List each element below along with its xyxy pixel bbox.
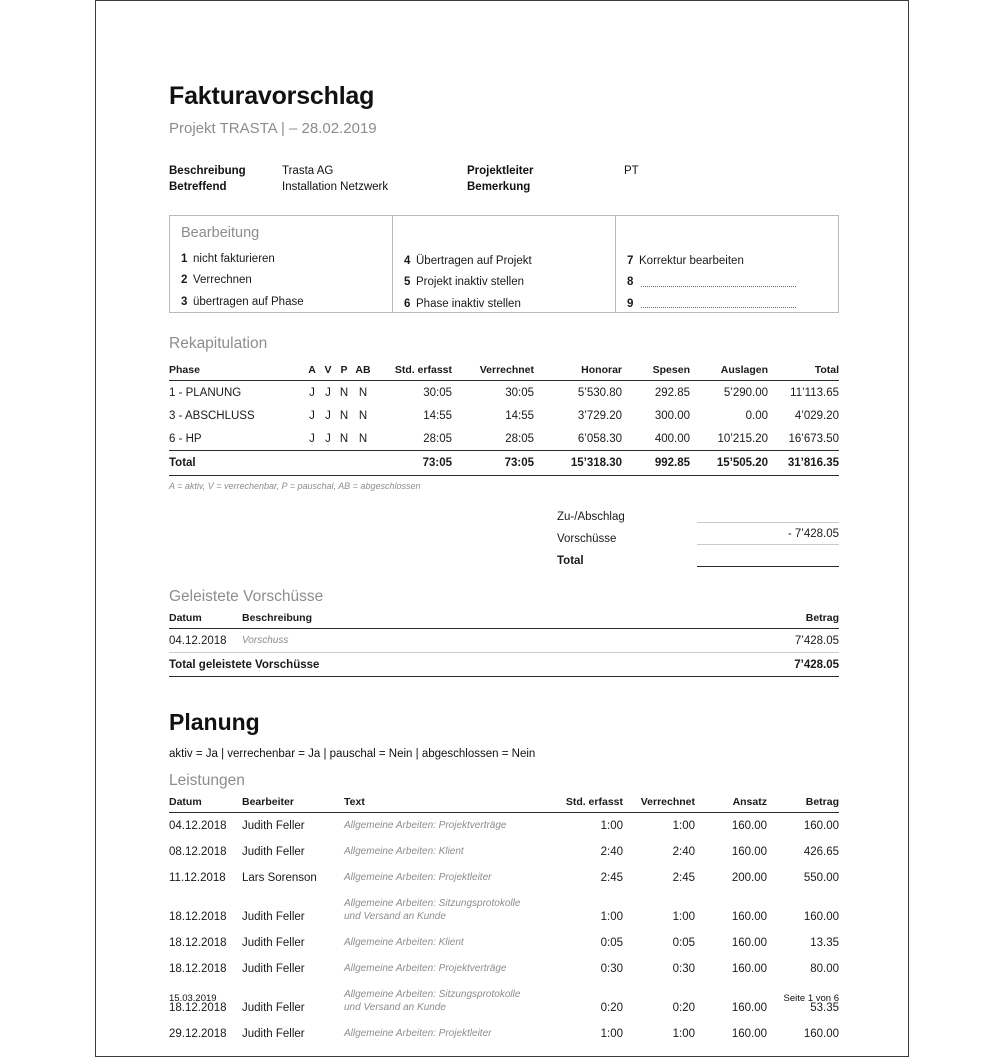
cell-phase: Total bbox=[169, 451, 304, 476]
cell-honorar: 5’530.80 bbox=[577, 386, 622, 399]
blank-line[interactable] bbox=[641, 277, 796, 287]
cell-ansatz: 160.00 bbox=[731, 1001, 767, 1014]
rekapitulation-heading: Rekapitulation bbox=[169, 334, 268, 352]
meta-row bbox=[169, 181, 839, 197]
cell-bearbeiter: Judith Feller bbox=[242, 910, 305, 923]
cell-datum: 18.12.2018 bbox=[169, 936, 227, 949]
footer-page-number: Seite 1 von 6 bbox=[783, 993, 839, 1004]
cell-verrechnet: 28:05 bbox=[505, 432, 534, 445]
cell-std-erfasst: 0:20 bbox=[600, 1001, 623, 1014]
cell-std-erfasst: 28:05 bbox=[423, 432, 452, 445]
cell-ab bbox=[352, 451, 374, 476]
cell-phase: 6 - HP bbox=[169, 432, 202, 445]
label-beschreibung: Beschreibung bbox=[169, 164, 246, 177]
label-total: Total bbox=[557, 555, 584, 568]
cell-total: 11’113.65 bbox=[790, 386, 839, 399]
cell-datum: 08.12.2018 bbox=[169, 845, 227, 858]
table-total-row bbox=[169, 451, 839, 476]
col-std-erfasst: Std. erfasst bbox=[549, 796, 623, 813]
table-row bbox=[169, 1021, 839, 1047]
col-a: A bbox=[304, 364, 320, 381]
bearbeitung-option[interactable] bbox=[404, 272, 615, 294]
cell-auslagen: 5’290.00 bbox=[723, 386, 768, 399]
label-vorschuesse: Vorschüsse bbox=[557, 533, 617, 546]
cell-text: Allgemeine Arbeiten: Projektverträge bbox=[344, 962, 507, 974]
option-label: Verrechnen bbox=[193, 274, 252, 287]
cell-verrechnet: 1:00 bbox=[672, 1027, 695, 1040]
table-row bbox=[169, 628, 839, 652]
cell-std-erfasst: 1:00 bbox=[600, 1027, 623, 1040]
bearbeitung-option[interactable] bbox=[627, 294, 838, 316]
footer-date: 15.03.2019 bbox=[169, 993, 217, 1004]
column-spacer bbox=[627, 225, 838, 251]
cell-v: J bbox=[325, 386, 331, 399]
totals-block bbox=[557, 501, 839, 567]
cell-auslagen: 10’215.20 bbox=[717, 432, 768, 445]
cell-p: N bbox=[339, 409, 349, 422]
bearbeitung-option[interactable] bbox=[627, 272, 838, 294]
cell-datum: 04.12.2018 bbox=[169, 628, 242, 652]
cell-std-erfasst: 2:45 bbox=[600, 871, 623, 884]
col-datum: Datum bbox=[169, 612, 242, 629]
cell-auslagen: 15’505.20 bbox=[690, 451, 768, 476]
option-number: 4 bbox=[404, 254, 411, 267]
col-ab: AB bbox=[352, 364, 374, 381]
totals-row-vorschuesse bbox=[557, 523, 839, 545]
cell-v bbox=[320, 451, 336, 476]
cell-honorar: 3’729.20 bbox=[577, 409, 622, 422]
cell-beschreibung: Vorschuss bbox=[242, 628, 739, 652]
cell-auslagen: 0.00 bbox=[745, 409, 768, 422]
planung-heading: Planung bbox=[169, 708, 260, 735]
cell-ansatz: 160.00 bbox=[731, 819, 767, 832]
option-number: 6 bbox=[404, 297, 411, 310]
col-datum: Datum bbox=[169, 796, 242, 813]
cell-total: 4’029.20 bbox=[794, 409, 839, 422]
table-header-row bbox=[169, 796, 839, 813]
col-phase: Phase bbox=[169, 364, 304, 381]
cell-std-erfasst: 1:00 bbox=[600, 819, 623, 832]
cell-std-erfasst: 2:40 bbox=[600, 845, 623, 858]
cell-text: Allgemeine Arbeiten: Sitzungsprotokolle und Versand an Kunde bbox=[344, 988, 521, 1014]
option-number: 9 bbox=[627, 297, 634, 310]
col-verrechnet: Verrechnet bbox=[452, 364, 534, 381]
cell-spesen: 300.00 bbox=[654, 409, 690, 422]
table-row bbox=[169, 427, 839, 451]
table-row bbox=[169, 956, 839, 982]
cell-verrechnet: 2:40 bbox=[672, 845, 695, 858]
col-text: Text bbox=[344, 796, 549, 813]
cell-p: N bbox=[339, 386, 349, 399]
col-verrechnet: Verrechnet bbox=[623, 796, 695, 813]
bearbeitung-title: Bearbeitung bbox=[181, 224, 260, 241]
value-betreffend: Installation Netzwerk bbox=[282, 180, 389, 193]
table-row bbox=[169, 381, 839, 405]
meta-row bbox=[169, 165, 839, 181]
cell-verrechnet: 30:05 bbox=[505, 386, 534, 399]
bearbeitung-option[interactable] bbox=[181, 270, 392, 292]
label-bemerkung: Bemerkung bbox=[467, 180, 531, 193]
bearbeitung-option[interactable] bbox=[404, 251, 615, 273]
cell-phase: 3 - ABSCHLUSS bbox=[169, 409, 255, 422]
cell-a: J bbox=[309, 386, 315, 399]
cell-bearbeiter: Judith Feller bbox=[242, 845, 305, 858]
cell-ab: N bbox=[358, 409, 368, 422]
page-footer bbox=[169, 993, 839, 1004]
cell-ansatz: 160.00 bbox=[731, 1027, 767, 1040]
cell-betrag: 53.35 bbox=[810, 1001, 839, 1014]
page-subtitle: Projekt TRASTA | – 28.02.2019 bbox=[169, 120, 377, 137]
cell-verrechnet: 0:30 bbox=[672, 962, 695, 975]
col-beschreibung: Beschreibung bbox=[242, 612, 739, 629]
bearbeitung-column-1 bbox=[170, 216, 392, 312]
value-vorschuesse-total: 7’428.05 bbox=[739, 652, 839, 676]
col-v: V bbox=[320, 364, 336, 381]
cell-betrag: 13.35 bbox=[810, 936, 839, 949]
option-number: 8 bbox=[627, 276, 634, 288]
option-number: 1 bbox=[181, 252, 188, 265]
table-row bbox=[169, 404, 839, 427]
option-number: 3 bbox=[181, 295, 188, 308]
label-betreffend: Betreffend bbox=[169, 180, 227, 193]
cell-verrechnet: 1:00 bbox=[672, 910, 695, 923]
cell-a: J bbox=[309, 432, 315, 445]
cell-std-erfasst: 0:30 bbox=[600, 962, 623, 975]
bearbeitung-column-2 bbox=[392, 216, 615, 312]
cell-a: J bbox=[309, 409, 315, 422]
cell-datum: 18.12.2018 bbox=[169, 962, 227, 975]
cell-datum: 11.12.2018 bbox=[169, 871, 226, 884]
cell-total: 31’816.35 bbox=[768, 451, 839, 476]
table-header-row bbox=[169, 364, 839, 381]
leistungen-table bbox=[169, 796, 839, 1047]
cell-a bbox=[304, 451, 320, 476]
bearbeitung-option[interactable] bbox=[627, 251, 838, 273]
cell-bearbeiter: Judith Feller bbox=[242, 936, 305, 949]
option-label: Phase inaktiv stellen bbox=[416, 297, 521, 310]
page-content bbox=[169, 1, 839, 1047]
cell-datum: 18.12.2018 bbox=[169, 910, 227, 923]
cell-betrag: 80.00 bbox=[810, 962, 839, 975]
option-number: 2 bbox=[181, 274, 188, 287]
cell-datum: 04.12.2018 bbox=[169, 819, 227, 832]
table-row bbox=[169, 812, 839, 839]
leistungen-heading: Leistungen bbox=[169, 772, 245, 790]
col-honorar: Honorar bbox=[534, 364, 622, 381]
cell-datum: 18.12.2018 bbox=[169, 1001, 227, 1014]
col-betrag: Betrag bbox=[739, 612, 839, 629]
option-number: 7 bbox=[627, 254, 634, 267]
value-total bbox=[697, 550, 839, 567]
cell-honorar: 6’058.30 bbox=[577, 432, 622, 445]
cell-std-erfasst: 73:05 bbox=[374, 451, 452, 476]
col-p: P bbox=[336, 364, 352, 381]
cell-ansatz: 160.00 bbox=[731, 962, 767, 975]
table-row bbox=[169, 891, 839, 930]
cell-spesen: 400.00 bbox=[654, 432, 690, 445]
vorschuesse-heading: Geleistete Vorschüsse bbox=[169, 588, 324, 606]
document-page bbox=[95, 0, 909, 1057]
cell-betrag: 160.00 bbox=[803, 1027, 839, 1040]
col-ansatz: Ansatz bbox=[695, 796, 767, 813]
cell-p bbox=[336, 451, 352, 476]
table-row bbox=[169, 865, 839, 891]
cell-datum: 29.12.2018 bbox=[169, 1027, 227, 1040]
vorschuesse-table bbox=[169, 612, 839, 677]
cell-v: J bbox=[325, 432, 331, 445]
cell-ab: N bbox=[358, 386, 368, 399]
value-projektleiter: PT bbox=[624, 164, 639, 177]
value-zuabschlag bbox=[697, 506, 839, 523]
cell-betrag: 7’428.05 bbox=[739, 628, 839, 652]
bearbeitung-option[interactable] bbox=[181, 292, 392, 314]
cell-verrechnet: 0:05 bbox=[672, 936, 695, 949]
option-label: nicht fakturieren bbox=[193, 252, 275, 265]
label-projektleiter: Projektleiter bbox=[467, 164, 534, 177]
blank-line[interactable] bbox=[641, 298, 796, 308]
col-auslagen: Auslagen bbox=[690, 364, 768, 381]
cell-std-erfasst: 0:05 bbox=[600, 936, 623, 949]
cell-ansatz: 200.00 bbox=[731, 871, 767, 884]
totals-row-total bbox=[557, 545, 839, 567]
col-betrag: Betrag bbox=[767, 796, 839, 813]
rekapitulation-table bbox=[169, 364, 839, 476]
cell-betrag: 160.00 bbox=[803, 910, 839, 923]
cell-ansatz: 160.00 bbox=[731, 910, 767, 923]
cell-bearbeiter: Lars Sorenson bbox=[242, 871, 317, 884]
option-label: Übertragen auf Projekt bbox=[416, 254, 532, 267]
bearbeitung-column-3 bbox=[615, 216, 838, 312]
cell-text: Allgemeine Arbeiten: Projektleiter bbox=[344, 871, 492, 883]
cell-ansatz: 160.00 bbox=[731, 936, 767, 949]
value-beschreibung: Trasta AG bbox=[282, 164, 334, 177]
cell-bearbeiter: Judith Feller bbox=[242, 819, 305, 832]
bearbeitung-option[interactable] bbox=[181, 249, 392, 271]
meta-block bbox=[169, 165, 839, 199]
totals-row-zuabschlag bbox=[557, 501, 839, 523]
value-vorschuesse: - 7’428.05 bbox=[697, 528, 839, 545]
label-vorschuesse-total: Total geleistete Vorschüsse bbox=[169, 652, 739, 676]
cell-verrechnet: 1:00 bbox=[672, 819, 695, 832]
table-legend: A = aktiv, V = verrechenbar, P = pauschal, AB = abgeschlossen bbox=[169, 481, 421, 492]
cell-bearbeiter: Judith Feller bbox=[242, 962, 305, 975]
cell-verrechnet: 14:55 bbox=[505, 409, 534, 422]
cell-verrechnet: 73:05 bbox=[452, 451, 534, 476]
cell-ansatz: 160.00 bbox=[731, 845, 767, 858]
col-spesen: Spesen bbox=[622, 364, 690, 381]
col-total: Total bbox=[768, 364, 839, 381]
table-row bbox=[169, 930, 839, 956]
bearbeitung-option[interactable] bbox=[404, 294, 615, 316]
cell-total: 16’673.50 bbox=[788, 432, 839, 445]
cell-betrag: 550.00 bbox=[803, 871, 839, 884]
cell-verrechnet: 0:20 bbox=[672, 1001, 695, 1014]
planung-flags: aktiv = Ja | verrechenbar = Ja | pauschal = Nein | abgeschlossen = Nein bbox=[169, 748, 536, 761]
option-label: Projekt inaktiv stellen bbox=[416, 276, 525, 288]
cell-bearbeiter: Judith Feller bbox=[242, 1001, 305, 1014]
cell-text: Allgemeine Arbeiten: Projektleiter bbox=[344, 1027, 492, 1039]
table-header-row bbox=[169, 612, 839, 629]
col-bearbeiter: Bearbeiter bbox=[242, 796, 344, 813]
table-total-row bbox=[169, 652, 839, 676]
cell-p: N bbox=[339, 432, 349, 445]
cell-std-erfasst: 30:05 bbox=[423, 386, 452, 399]
cell-verrechnet: 2:45 bbox=[672, 871, 695, 884]
column-spacer bbox=[404, 225, 615, 251]
option-label: übertragen auf Phase bbox=[193, 295, 304, 308]
cell-phase: 1 - PLANUNG bbox=[169, 386, 242, 399]
cell-ab: N bbox=[358, 432, 368, 445]
cell-spesen: 992.85 bbox=[622, 451, 690, 476]
cell-text: Allgemeine Arbeiten: Projektverträge bbox=[344, 819, 507, 831]
cell-v: J bbox=[325, 409, 331, 422]
cell-std-erfasst: 1:00 bbox=[600, 910, 623, 923]
col-std-erfasst: Std. erfasst bbox=[374, 364, 452, 381]
cell-text: Allgemeine Arbeiten: Sitzungsprotokolle und Versand an Kunde bbox=[344, 897, 521, 923]
cell-text: Allgemeine Arbeiten: Klient bbox=[344, 845, 464, 857]
option-label: Korrektur bearbeiten bbox=[639, 254, 744, 267]
cell-text: Allgemeine Arbeiten: Klient bbox=[344, 936, 464, 948]
cell-bearbeiter: Judith Feller bbox=[242, 1027, 305, 1040]
page-title: Fakturavorschlag bbox=[169, 82, 375, 110]
cell-honorar: 15’318.30 bbox=[534, 451, 622, 476]
cell-betrag: 160.00 bbox=[803, 819, 839, 832]
cell-std-erfasst: 14:55 bbox=[423, 409, 452, 422]
bearbeitung-box bbox=[169, 215, 839, 313]
cell-betrag: 426.65 bbox=[803, 845, 839, 858]
cell-spesen: 292.85 bbox=[654, 386, 690, 399]
label-zuabschlag: Zu-/Abschlag bbox=[557, 511, 625, 524]
table-row bbox=[169, 839, 839, 865]
option-number: 5 bbox=[404, 276, 411, 288]
